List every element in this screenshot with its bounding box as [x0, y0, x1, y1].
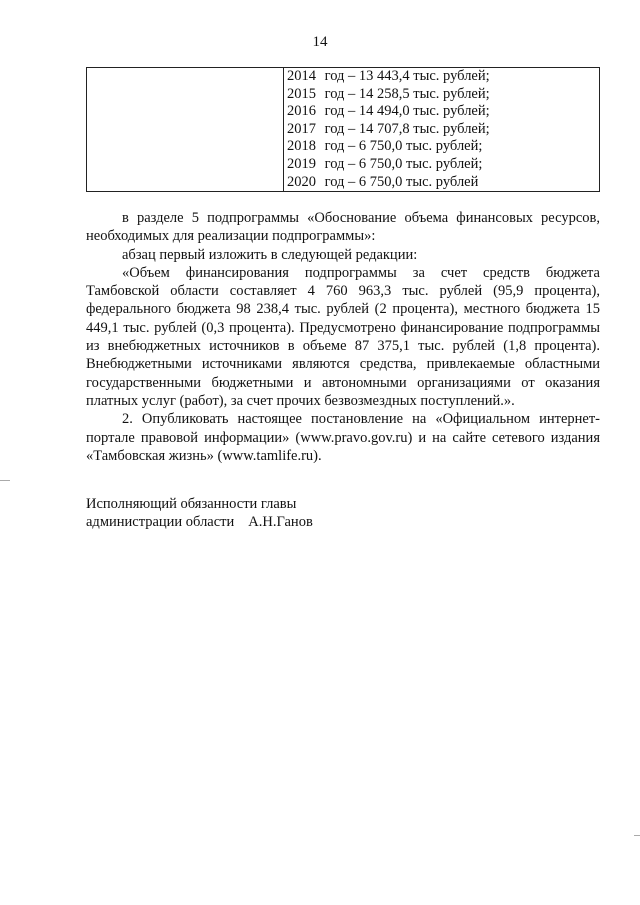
- document-body: [86, 209, 600, 465]
- amount-text: год – 14 494,0 тыс. рублей;: [324, 103, 490, 120]
- funding-row-2016: [287, 103, 595, 121]
- funding-row-2019: [287, 156, 595, 174]
- funding-table: [86, 67, 600, 192]
- page-number: 14: [312, 34, 328, 50]
- year: 2019: [287, 155, 316, 172]
- signatory-title: Исполняющий обязанности главы: [86, 496, 297, 512]
- financing-paragraph: «Объем финансирования подпрограммы за счет средств бюджета Тамбовской области составляет 4 760 963,3 тыс. рублей (95,9 процента), федерального бюджета 98 238,4 тыс. рублей (2 процента), местного бюджета 15 449,1 тыс. рублей (0,3 процента). Предусмотрено финансирование подпрограммы из внебюджетных источников в объеме 87 375,1 тыс. рублей (1,8 процента). Внебюджетными источниками являются средства, привлекаемые областными государственными бюджетными и автономными организациями от оказания платных услуг (работ), за счет прочих безвозмездных поступлений.».: [86, 264, 600, 409]
- section-5-intro-paragraph: в разделе 5 подпрограммы «Обоснование объема финансовых ресурсов, необходимых для реализации подпрограммы»:: [86, 210, 600, 245]
- year: 2015: [287, 85, 316, 102]
- signatory-office: администрации области: [86, 514, 235, 530]
- scan-edge-mark: [634, 835, 640, 848]
- funding-row-2015: [287, 86, 595, 104]
- amount-text: год – 14 707,8 тыс. рублей;: [324, 120, 490, 137]
- amount-text: год – 6 750,0 тыс. рублей: [324, 173, 479, 190]
- year: 2020: [287, 173, 316, 190]
- amount-text: год – 13 443,4 тыс. рублей;: [324, 68, 490, 84]
- table-column-divider: [283, 68, 284, 191]
- funding-row-2017: [287, 121, 595, 139]
- amount-text: год – 14 258,5 тыс. рублей;: [324, 85, 490, 102]
- publication-paragraph: 2. Опубликовать настоящее постановление на «Официальном интернет-портале правовой информации» (www.pravo.gov.ru) и на сайте сетевого издания «Тамбовская жизнь» (www.tamlife.ru).: [86, 411, 600, 464]
- year: 2018: [287, 138, 316, 155]
- funding-row-2018: [287, 138, 595, 156]
- funding-row-2020: [287, 174, 595, 192]
- funding-years-list: [287, 68, 595, 191]
- funding-row-2014: [287, 68, 595, 86]
- year: 2017: [287, 120, 316, 137]
- first-paragraph-instruction: абзац первый изложить в следующей редакции:: [122, 246, 418, 263]
- year: 2014: [287, 68, 316, 84]
- year: 2016: [287, 103, 316, 120]
- signatory-name: А.Н.Ганов: [248, 514, 313, 530]
- amount-text: год – 6 750,0 тыс. рублей;: [324, 138, 483, 155]
- amount-text: год – 6 750,0 тыс. рублей;: [324, 155, 483, 172]
- scan-edge-mark: [0, 480, 10, 501]
- signature-block: [86, 495, 313, 531]
